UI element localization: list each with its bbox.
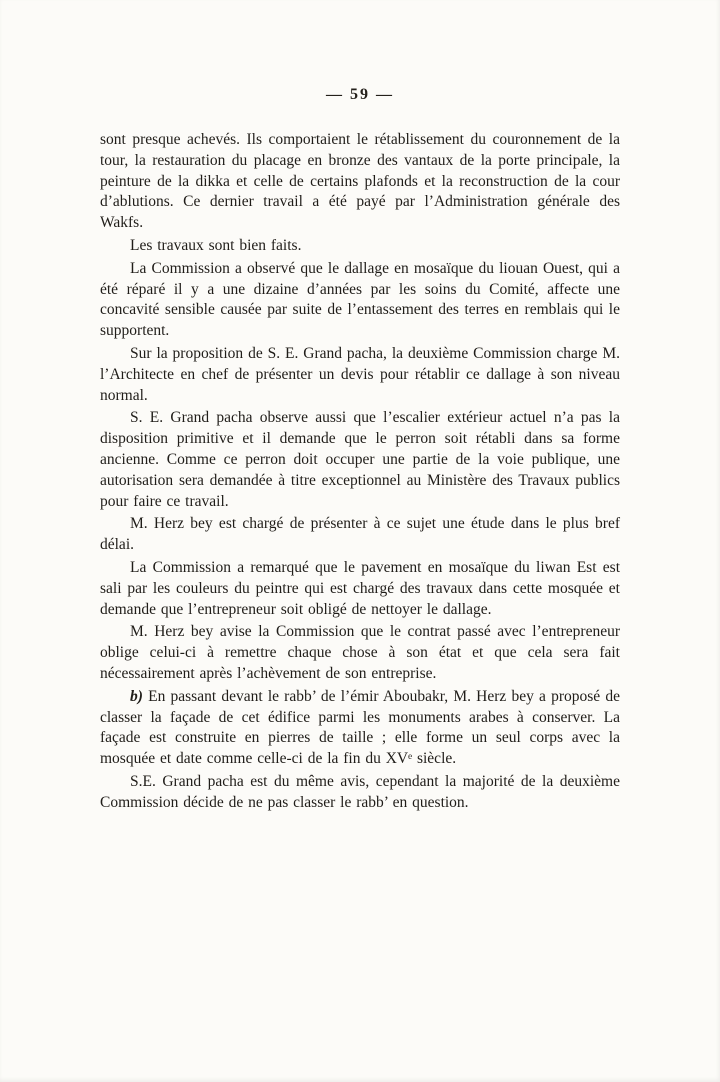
paragraph: Les travaux sont bien faits. (130, 236, 302, 254)
paragraph: La Commission a observé que le dallage en mosaïque du liouan Ouest, qui a été réparé il y a une dizaine d’années par les soins du Comité, affecte une concavité sensible causée par suite de l’entassement des terres en remblais qui le supportent. (100, 259, 620, 340)
paragraph-lead: b) (130, 687, 143, 705)
paragraph: sont presque achevés. Ils comportaient le rétablissement du couronnement de la tour, la restauration du placage en bronze des vantaux de la porte principale, la peinture de la dikka et celle de certains plafonds et la reconstruction de la cour d’ablutions. Ce dernier travail a été payé par l’Administration générale des Wakfs. (100, 131, 620, 232)
paragraph: S.E. Grand pacha est du même avis, cependant la majorité de la deuxième Commission décide de ne pas classer le rabb’ en question. (100, 772, 620, 811)
page-content (100, 130, 620, 814)
paragraph: Sur la proposition de S. E. Grand pacha, la deuxième Commission charge M. l’Architecte en chef de présenter un devis pour rétablir ce dallage à son niveau normal. (100, 344, 620, 404)
paragraph: S. E. Grand pacha observe aussi que l’escalier extérieur actuel n’a pas la disposition primitive et il demande que le perron soit rétabli dans sa forme ancienne. Comme ce perron doit occuper une partie de la voie publique, une autorisation sera demandée à titre exceptionnel au Ministère des Travaux publics pour faire ce travail. (100, 409, 620, 510)
paragraph: La Commission a remarqué que le pavement en mosaïque du liwan Est est sali par les couleurs du peintre qui est chargé des travaux dans cette mosquée et demande que l’entrepreneur soit obligé de nettoyer le dallage. (100, 558, 620, 618)
page-number: — 59 — (326, 86, 394, 103)
paragraph: b) En passant devant le rabb’ de l’émir Aboubakr, M. Herz bey a proposé de classer la façade de cet édifice parmi les monuments arabes à conserver. La façade est construite en pierres de taille ; elle forme un seul corps avec la mosquée et date comme celle-ci de la fin du XVᵉ siècle. (100, 687, 620, 768)
paragraph: M. Herz bey est chargé de présenter à ce sujet une étude dans le plus bref délai. (100, 515, 620, 554)
paragraph: M. Herz bey avise la Commission que le contrat passé avec l’entrepreneur oblige celui-ci à remettre chaque chose à son état et que cela sera fait nécessairement après l’achèvement de son entreprise. (100, 623, 620, 682)
